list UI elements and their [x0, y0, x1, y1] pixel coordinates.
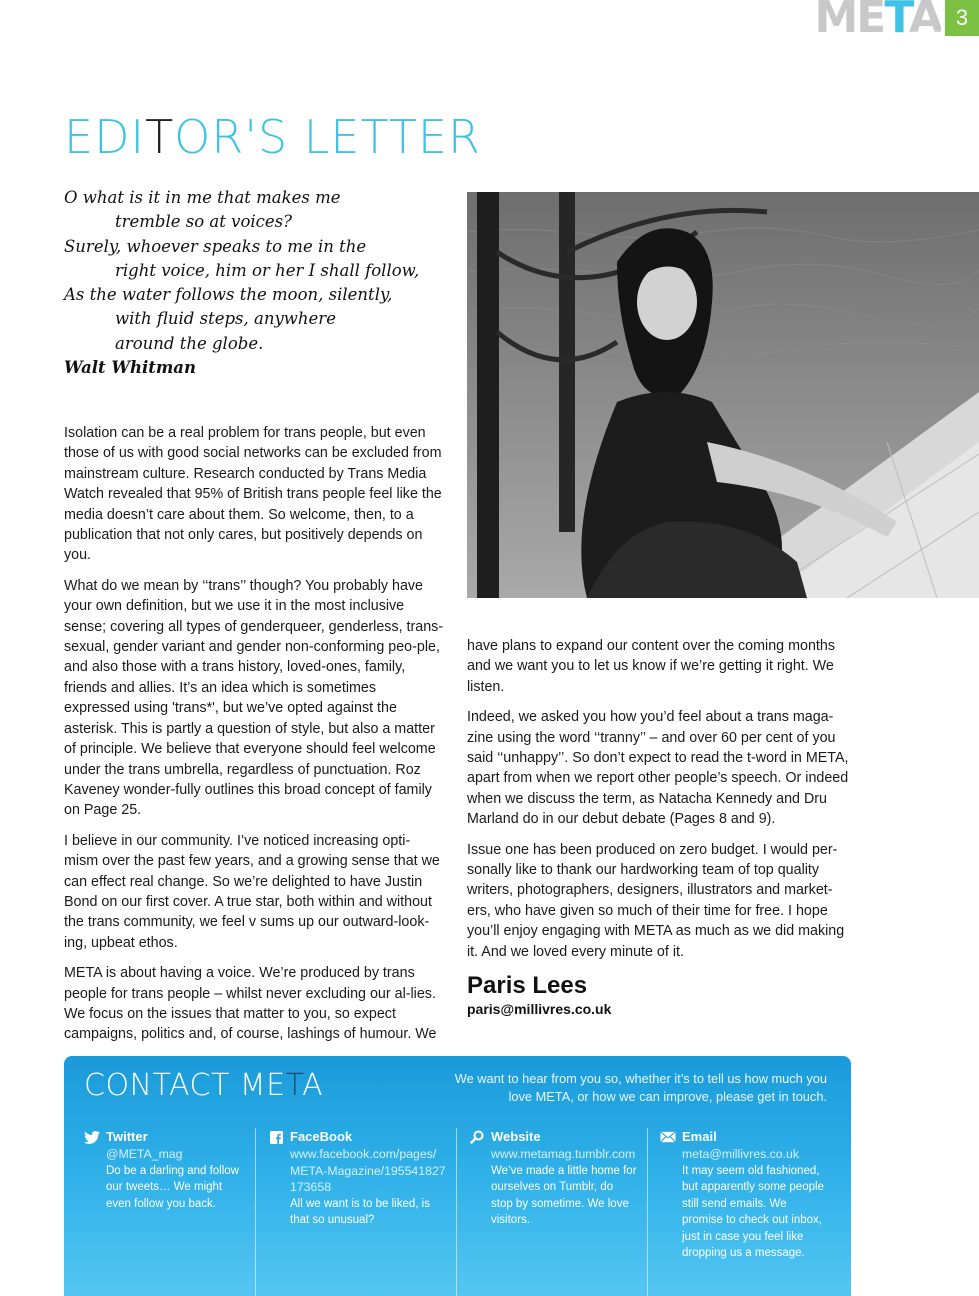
contact-methods — [64, 1128, 851, 1296]
author-name: Paris Lees — [467, 972, 588, 1000]
contact-panel — [64, 1056, 851, 1296]
meta-logo: META — [814, 0, 941, 36]
poem-line: Surely, whoever speaks to me in the — [64, 236, 367, 256]
contact-title: CONTACT META — [84, 1068, 324, 1103]
poem-author: Walt Whitman — [64, 358, 196, 378]
envelope-icon — [660, 1130, 676, 1144]
facebook-url-link[interactable]: www.facebook.com/pages/META-Magazine/195541827173658 — [290, 1147, 446, 1194]
article-column-left — [64, 423, 444, 1055]
contact-description: All we want is to be liked, is that so unusual? — [290, 1197, 430, 1226]
contact-label: FaceBook — [290, 1129, 353, 1144]
article-column-right — [467, 636, 852, 1018]
contact-label: Email — [682, 1129, 717, 1144]
website-url-link[interactable]: www.metamag.tumblr.com — [491, 1147, 636, 1161]
contact-email — [647, 1128, 838, 1296]
poem-line: right voice, him or her I shall follow, — [115, 260, 420, 280]
twitter-handle-link[interactable]: @META_mag — [106, 1147, 183, 1161]
paragraph: I believe in our community. I’ve noticed increasing opti-mism over the past few years, and a growing sense that we can effect real change. So we’re delighted to have Justin Bond on our first cover. A true star, both within and without the trans community, we feel v sums up our outward-look-ing, upbeat ethos. — [64, 832, 440, 951]
poem-line: As the water follows the moon, silently, — [64, 285, 393, 305]
poem-line: with fluid steps, anywhere — [115, 309, 336, 329]
magnifier-icon — [469, 1130, 485, 1144]
paragraph: Isolation can be a real problem for trans people, but even those of us with good social networks can be excluded from mainstream culture. Research conducted by Trans Media Watch revealed that 95% of British trans people feel like the media doesn’t care about them. So welcome, then, to a publication that not only cares, but positively depends on you. — [64, 425, 442, 564]
signature — [467, 972, 852, 1018]
portrait-illustration — [467, 192, 979, 598]
paragraph: Issue one has been produced on zero budget. I would per-sonally like to thank our hardworking team of top quality writers, photographers, designers, illustrators and market-ers, who have given so much of their time for free. I hope you’ll enjoy engaging with META as much as we did making it. And we loved every minute of it. — [467, 841, 845, 960]
poem-line: O what is it in me that makes me — [64, 188, 341, 207]
contact-description: Do be a darling and follow our tweets… We might even follow you back. — [106, 1164, 239, 1210]
twitter-bird-icon — [84, 1130, 100, 1144]
paragraph: Indeed, we asked you how you’d feel about a trans maga-zine using the word ‘‘tranny’’ – and over 60 per cent of you said ‘‘unhappy’’. So don’t expect to read the t-word in META, apart from when we report other people’s speech. Or indeed when we discuss the term, as Natacha Kennedy and Dru Marland do in our debut debate (Pages 8 and 9). — [467, 709, 849, 828]
contact-description: It may seem old fashioned, but apparently some people still send emails. We promise to check out inbox, just in case you feel like dropping us a message. — [682, 1164, 824, 1259]
page-title: EDITOR'S LETTER — [64, 110, 481, 164]
contact-website — [456, 1128, 647, 1296]
contact-description: We’ve made a little home for ourselves on Tumblr, do stop by sometime. We love visitors. — [491, 1164, 637, 1226]
contact-label: Twitter — [106, 1129, 148, 1144]
contact-twitter — [64, 1128, 255, 1296]
email-address-link[interactable]: meta@millivres.co.uk — [682, 1147, 800, 1161]
paragraph: What do we mean by ‘‘trans’’ though? You probably have your own definition, but we use it in the most inclusive sense; covering all types of genderqueer, genderless, trans-sexual, gender variant and gender non-conforming peo-ple, and also those with a trans history, loved-ones, family, friends and allies. It’s an idea which is sometimes expressed using 'trans*', but we’ve opted against the asterisk. This is partly a question of style, but also a matter of principle. We believe that everyone should feel welcome under the trans umbrella, regardless of punctuation. Roz Kaveney wonder-fully outlines this broad concept of family on Page 25. — [64, 577, 444, 819]
page-number: 3 — [945, 0, 979, 36]
poem-line: tremble so at voices? — [115, 212, 292, 232]
masthead — [814, 0, 979, 36]
poem-quote — [64, 186, 444, 380]
contact-intro: We want to hear from you so, whether it’s to tell us how much you love META, or how we can improve, please get in touch. — [454, 1071, 827, 1104]
poem-line: around the globe. — [115, 333, 264, 353]
paragraph: META is about having a voice. We’re produced by trans people for trans people – whilst never excluding our al-lies. We focus on the issues that matter to you, so expect campaigns, politics and, of course, lashings of humour. We — [64, 965, 437, 1043]
contact-facebook — [255, 1128, 456, 1296]
author-email[interactable]: paris@millivres.co.uk — [467, 1001, 612, 1018]
paragraph: have plans to expand our content over the coming months and we want you to let us know if we’re getting it right. We listen. — [467, 638, 835, 695]
contact-label: Website — [491, 1129, 541, 1144]
facebook-icon — [268, 1130, 284, 1144]
editor-portrait-photo — [467, 192, 979, 598]
